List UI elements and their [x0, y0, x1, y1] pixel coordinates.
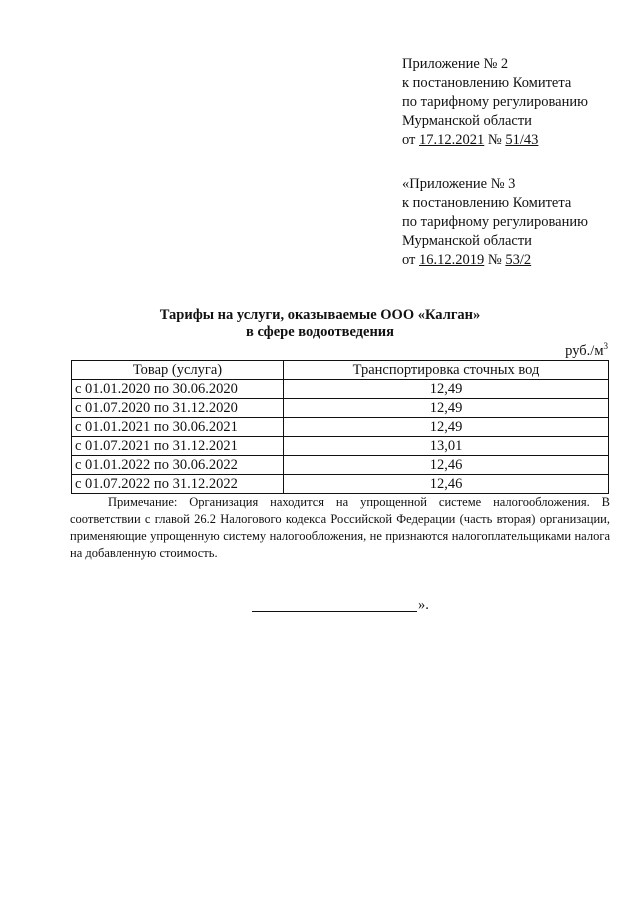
- closing-rule: [252, 597, 417, 612]
- table-row: [72, 437, 609, 456]
- value-cell: 13,01: [284, 437, 609, 456]
- tax-note: [70, 494, 610, 562]
- appendix-current-number: 51/43: [505, 132, 539, 148]
- period-cell: с 01.07.2021 по 31.12.2021: [72, 437, 284, 456]
- appendix-previous-date: 16.12.2019: [419, 252, 485, 268]
- appendix-current-header: [402, 55, 588, 150]
- title-line1: Тарифы на услуги, оказываемые ООО «Калган»: [159, 307, 481, 323]
- appendix-previous-line2: к постановлению Комитета: [402, 195, 572, 211]
- closing-mark: ».: [418, 597, 429, 613]
- tariff-table: [71, 360, 609, 494]
- number-prefix: №: [484, 132, 506, 148]
- appendix-previous-header: [402, 175, 588, 270]
- appendix-previous-number: 53/2: [505, 252, 532, 268]
- appendix-current-line2: к постановлению Комитета: [402, 75, 572, 91]
- table-header-row: [72, 361, 609, 380]
- appendix-current-date-line: [402, 131, 588, 150]
- appendix-current-line1: Приложение № 2: [402, 56, 509, 72]
- table-row: [72, 399, 609, 418]
- appendix-previous-line4: Мурманской области: [402, 233, 532, 249]
- title-line2: в сфере водоотведения: [245, 324, 395, 340]
- appendix-current-line3: по тарифному регулированию: [402, 94, 588, 110]
- table-row: [72, 418, 609, 437]
- unit-label: [565, 341, 608, 360]
- appendix-current-line4: Мурманской области: [402, 113, 532, 129]
- date-prefix: от: [402, 252, 420, 268]
- tax-note-text: Примечание: Организация находится на упрощенной системе налогообложения. В соответствии с главой 26.2 Налогового кодекса Российской Федерации (часть вторая) организации, применяющие упрощенную систему налогообложения, не признаются налогоплательщиками налога на добавленную стоимость.: [70, 495, 610, 560]
- appendix-previous-date-line: [402, 251, 588, 270]
- table-row: [72, 380, 609, 399]
- period-cell: с 01.07.2020 по 31.12.2020: [72, 399, 284, 418]
- period-cell: с 01.01.2022 по 30.06.2022: [72, 456, 284, 475]
- unit-superscript: 3: [603, 341, 608, 351]
- unit-text: руб./м: [565, 342, 604, 359]
- value-cell: 12,46: [284, 456, 609, 475]
- value-cell: 12,49: [284, 418, 609, 437]
- period-cell: с 01.01.2020 по 30.06.2020: [72, 380, 284, 399]
- value-cell: 12,46: [284, 475, 609, 494]
- value-cell: 12,49: [284, 380, 609, 399]
- period-cell: с 01.07.2022 по 31.12.2022: [72, 475, 284, 494]
- value-cell: 12,49: [284, 399, 609, 418]
- date-prefix: от: [402, 132, 420, 148]
- number-prefix: №: [484, 252, 506, 268]
- period-cell: с 01.01.2021 по 30.06.2021: [72, 418, 284, 437]
- table-row: [72, 456, 609, 475]
- appendix-previous-line3: по тарифному регулированию: [402, 214, 588, 230]
- table-row: [72, 475, 609, 494]
- appendix-current-date: 17.12.2021: [419, 132, 485, 148]
- document-title: [0, 307, 640, 341]
- header-service: Транспортировка сточных вод: [284, 361, 609, 380]
- header-product: Товар (услуга): [72, 361, 284, 380]
- appendix-previous-line1: «Приложение № 3: [402, 176, 516, 192]
